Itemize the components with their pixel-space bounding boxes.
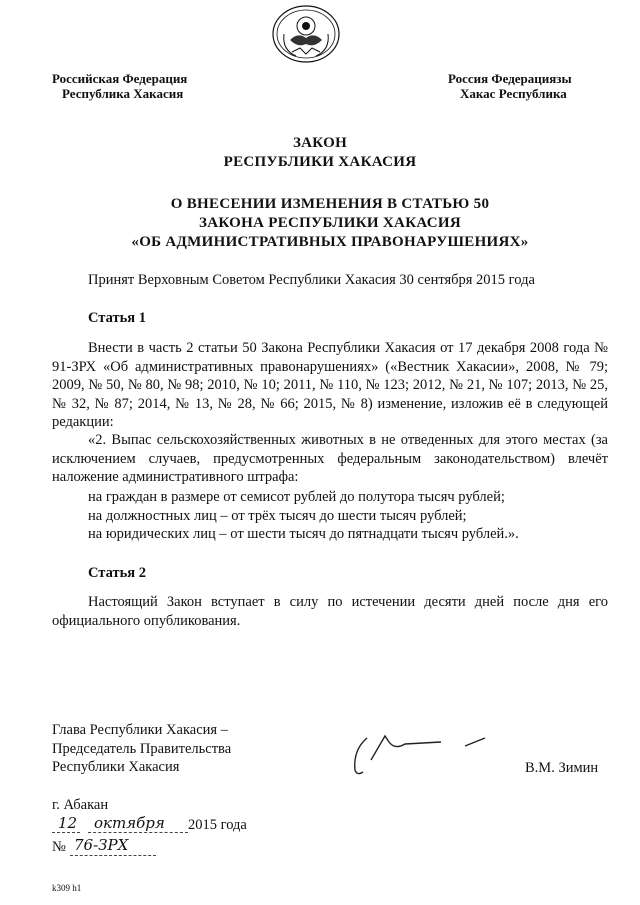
- signatory-line1: Глава Республики Хакасия –: [52, 722, 228, 738]
- list-item: на должностных лиц – от трёх тысяч до шести тысяч рублей;: [88, 507, 467, 524]
- city: г. Абакан: [52, 797, 109, 813]
- law-title-line1: ЗАКОН: [292, 135, 348, 151]
- signatory-line2: Председатель Правительства: [52, 740, 232, 757]
- article2-heading: Статья 2: [88, 565, 146, 581]
- date-year: 2015 года: [188, 817, 247, 833]
- law-subtitle-line2: ЗАКОНА РЕСПУБЛИКИ ХАКАСИЯ: [199, 215, 461, 231]
- law-title: [0, 134, 640, 172]
- document-code: k309 h1: [52, 883, 82, 893]
- header-left-line1: Российская Федерация: [52, 71, 188, 86]
- date-month: октября: [94, 814, 165, 832]
- article1-heading: Статья 1: [88, 310, 146, 326]
- date-day: 12: [58, 814, 78, 832]
- law-subtitle: [0, 195, 640, 252]
- header-left-line2: Республика Хакасия: [62, 86, 184, 101]
- coat-of-arms-emblem: [270, 4, 342, 64]
- signatory-position: [52, 721, 231, 777]
- header-right-line1: Россия Федерациязы: [448, 71, 572, 86]
- date-line: [52, 816, 272, 836]
- number-sign: №: [52, 839, 66, 855]
- number-value: 76-ЗРХ: [74, 836, 129, 854]
- header-right-line2: Хакас Республика: [460, 86, 567, 101]
- law-number: [52, 838, 172, 858]
- signatory-line3: Республики Хакасия: [52, 759, 180, 775]
- article1-quote: «2. Выпас сельскохозяйственных животных в не отведенных для этого местах (за исключением случаев, предусмотренных федеральным законодательством) влечёт наложение административного штрафа:: [52, 432, 608, 485]
- law-title-line2: РЕСПУБЛИКИ ХАКАСИЯ: [223, 154, 417, 170]
- signatory-name: В.М. Зимин: [525, 760, 599, 776]
- law-subtitle-line3: «ОБ АДМИНИСТРАТИВНЫХ ПРАВОНАРУШЕНИЯХ»: [131, 234, 529, 250]
- article1-intro: Внести в часть 2 статьи 50 Закона Республики Хакасия от 17 декабря 2008 года № 91-ЗРХ «Об административных правонарушениях» («Вестник Хакасии», 2008, № 79; 2009, № 50, № 80, № 98; 2010, № 10; 2011, № 110, № 123; 2012, № 21, № 107; 2013, № 25, № 32, № 87; 2014, № 13, № 28, № 66; 2015, № 8) изменение, изложив её в следующей редакции:: [52, 340, 608, 430]
- article2-text: Настоящий Закон вступает в силу по истечении десяти дней после дня его официального опубликования.: [52, 594, 608, 629]
- adopted-statement: Принят Верховным Советом Республики Хакасия 30 сентября 2015 года: [88, 272, 535, 288]
- header-right: [448, 71, 572, 101]
- handwritten-signature: [345, 730, 495, 780]
- list-item: на граждан в размере от семисот рублей до полутора тысяч рублей;: [88, 489, 505, 505]
- header-left: [52, 71, 187, 101]
- list-item: на юридических лиц – от шести тысяч до пятнадцати тысяч рублей.».: [88, 526, 519, 542]
- law-subtitle-line1: О ВНЕСЕНИИ ИЗМЕНЕНИЯ В СТАТЬЮ 50: [170, 196, 490, 212]
- article1-items: [88, 488, 618, 544]
